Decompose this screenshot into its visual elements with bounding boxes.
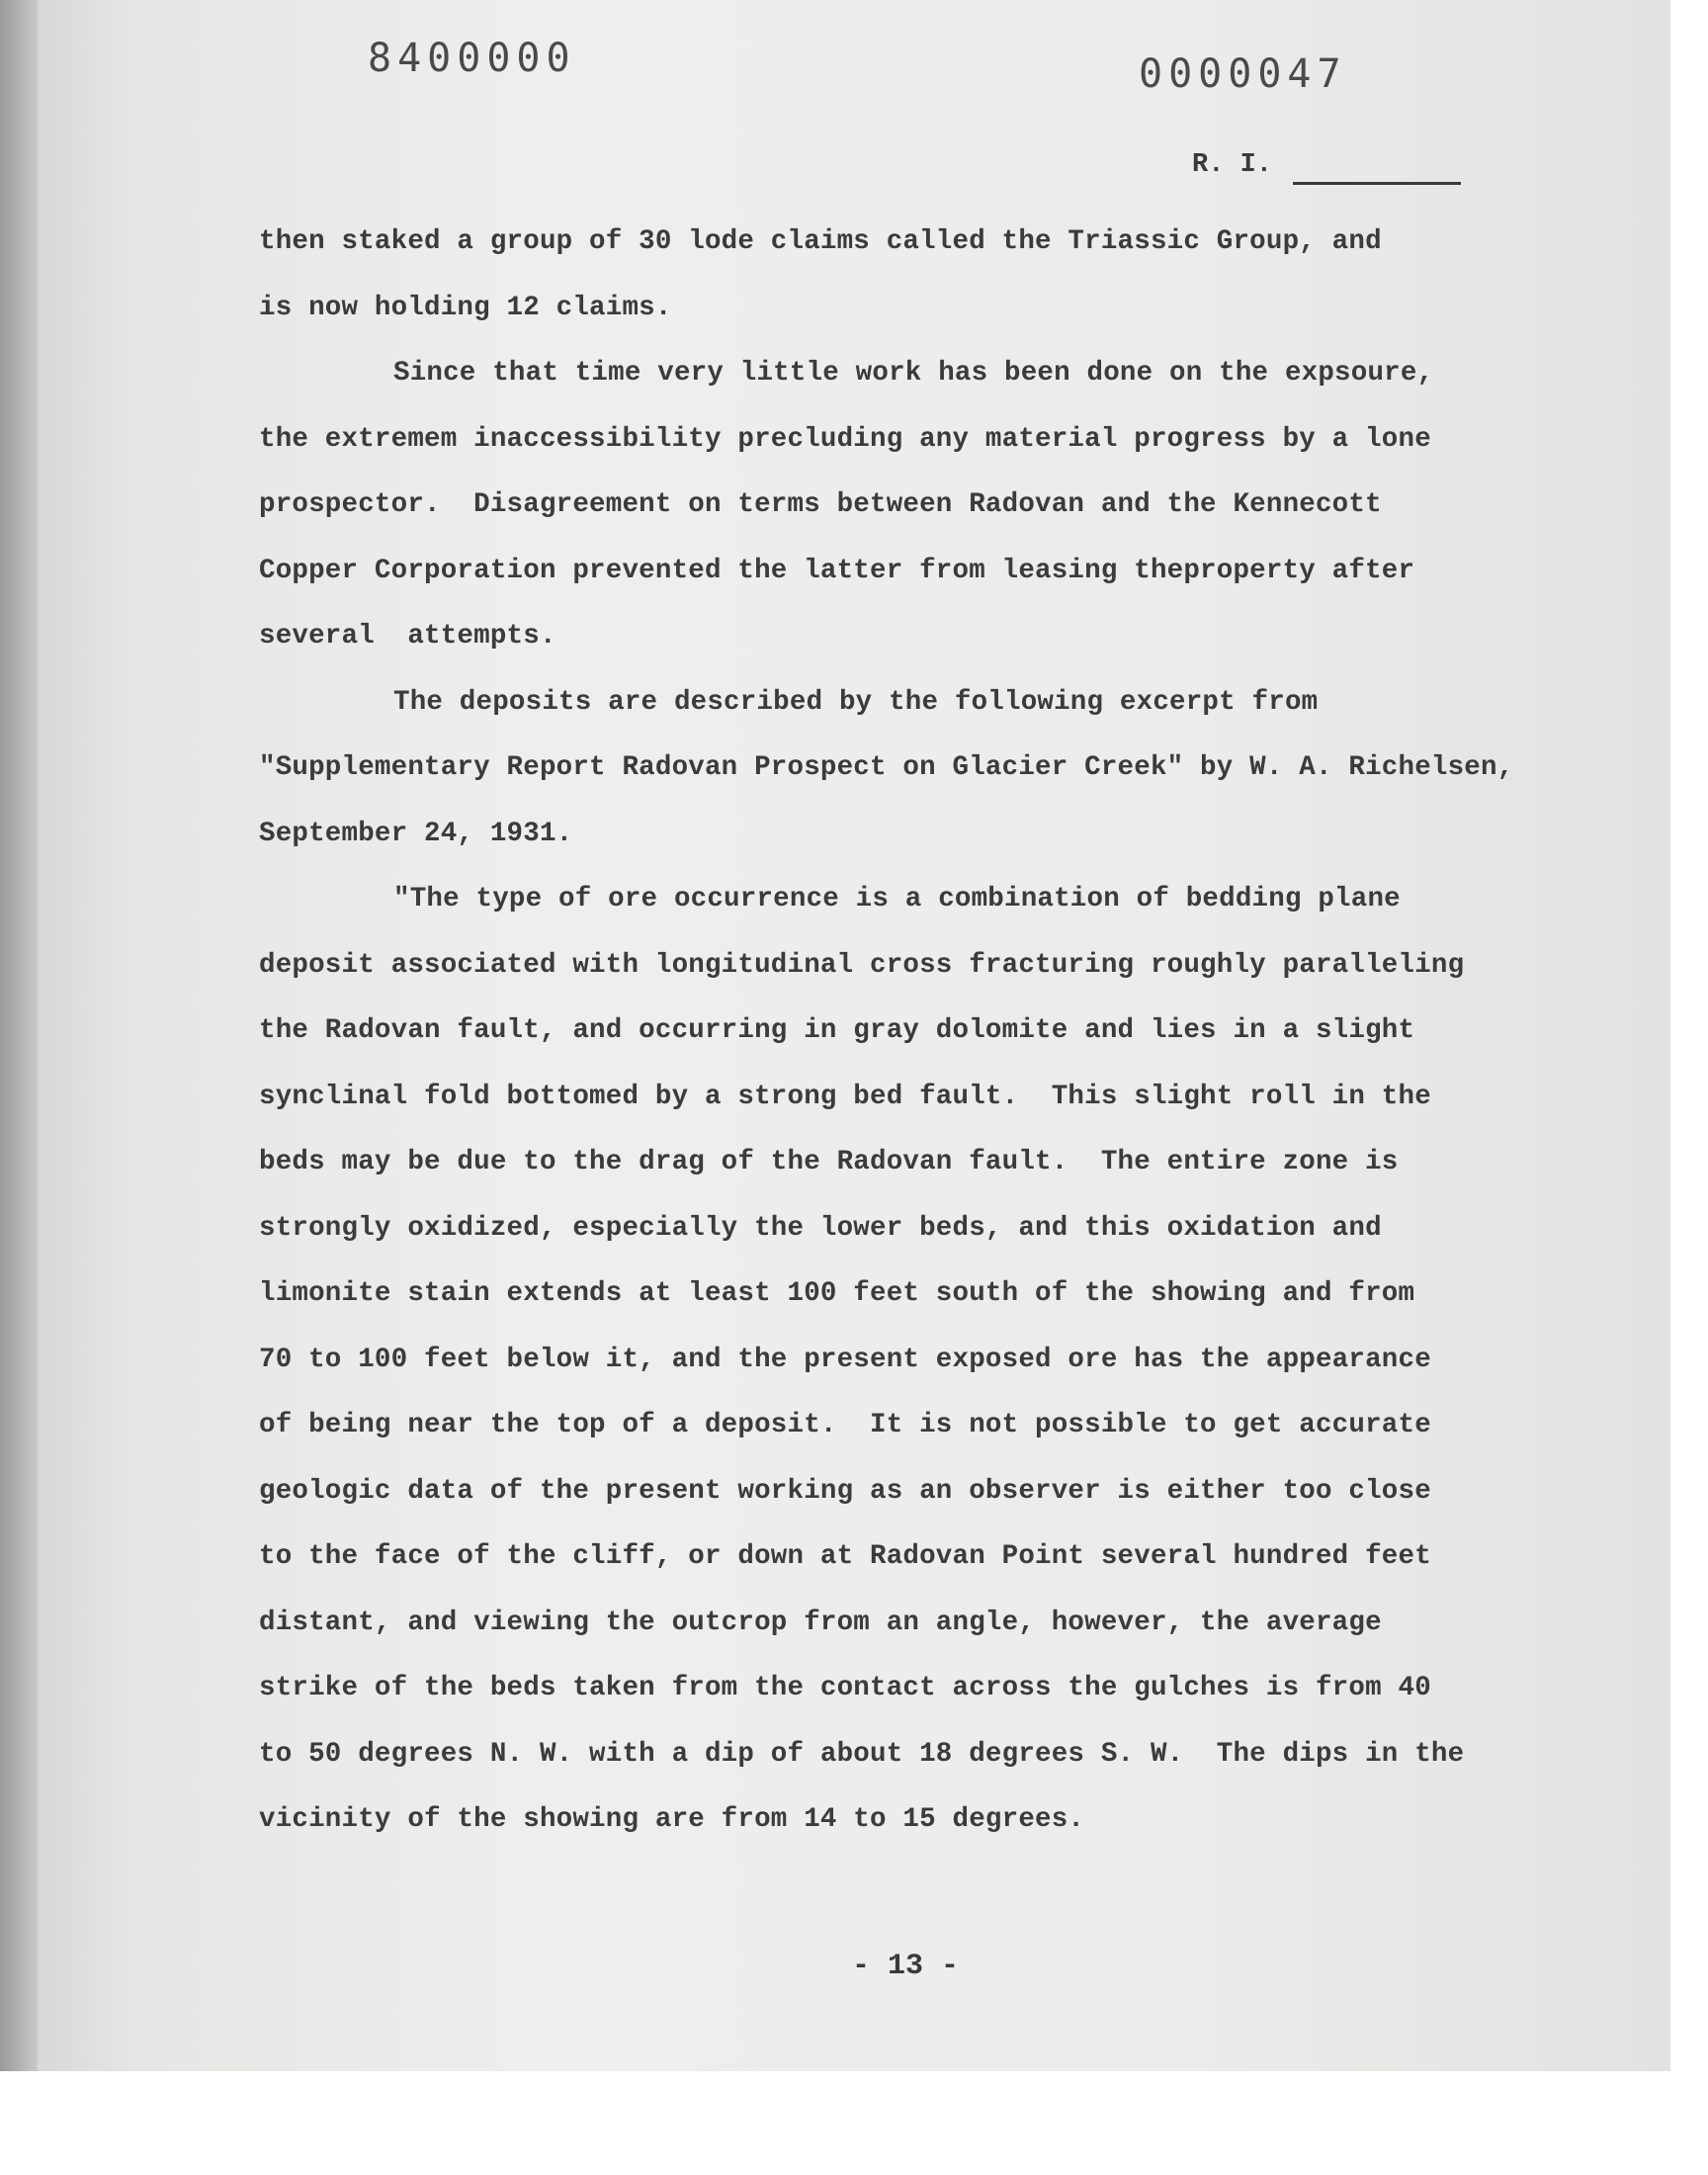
text-line: is now holding 12 claims.: [259, 292, 672, 323]
text-line: geologic data of the present working as an observer is either too close: [259, 1475, 1431, 1507]
body-text: [259, 210, 1544, 1854]
text-line: to the face of the cliff, or down at Radovan Point several hundred feet: [259, 1541, 1431, 1572]
page-number: - 13 -: [852, 1950, 960, 1983]
text-line: The deposits are described by the following excerpt from: [393, 686, 1319, 718]
text-line: synclinal fold bottomed by a strong bed fault. This slight roll in the: [259, 1081, 1431, 1112]
text-line: strongly oxidized, especially the lower beds, and this oxidation and: [259, 1212, 1382, 1244]
text-line: of being near the top of a deposit. It is not possible to get accurate: [259, 1410, 1431, 1440]
text-line: the Radovan fault, and occurring in gray dolomite and lies in a slight: [259, 1015, 1415, 1046]
text-line: then staked a group of 30 lode claims called the Triassic Group, and: [259, 226, 1382, 257]
text-line: vicinity of the showing are from 14 to 15 degrees.: [259, 1804, 1085, 1835]
text-line: Since that time very little work has been done on the expsoure,: [393, 358, 1434, 389]
text-line: to 50 degrees N. W. with a dip of about 18 degrees S. W. The dips in the: [259, 1738, 1465, 1770]
ri-label: R. I.: [1192, 150, 1273, 180]
text-line: distant, and viewing the outcrop from an angle, however, the average: [259, 1607, 1382, 1638]
text-line: beds may be due to the drag of the Radovan fault. The entire zone is: [259, 1147, 1399, 1177]
text-line: prospector. Disagreement on terms between Radovan and the Kennecott: [259, 489, 1382, 520]
ri-blank-line: [1293, 182, 1461, 185]
text-line: limonite stain extends at least 100 feet south of the showing and from: [259, 1278, 1415, 1309]
text-line: strike of the beds taken from the contact across the gulches is from 40: [259, 1673, 1431, 1703]
text-line: deposit associated with longitudinal cross fracturing roughly paralleling: [259, 949, 1465, 981]
text-line: "The type of ore occurrence is a combination of bedding plane: [393, 884, 1401, 914]
text-line: the extremem inaccessibility precluding any material progress by a lone: [259, 423, 1431, 455]
scan-left-edge: [0, 0, 38, 2071]
text-line: 70 to 100 feet below it, and the present exposed ore has the appearance: [259, 1344, 1431, 1375]
text-line: several attempts.: [259, 621, 556, 652]
document-number-right: 0000047: [1139, 51, 1347, 97]
text-line: Copper Corporation prevented the latter from leasing theproperty after: [259, 555, 1415, 586]
document-number-left: 8400000: [368, 36, 576, 81]
text-line: September 24, 1931.: [259, 818, 573, 849]
text-line: "Supplementary Report Radovan Prospect on Glacier Creek" by W. A. Richelsen,: [259, 752, 1514, 783]
